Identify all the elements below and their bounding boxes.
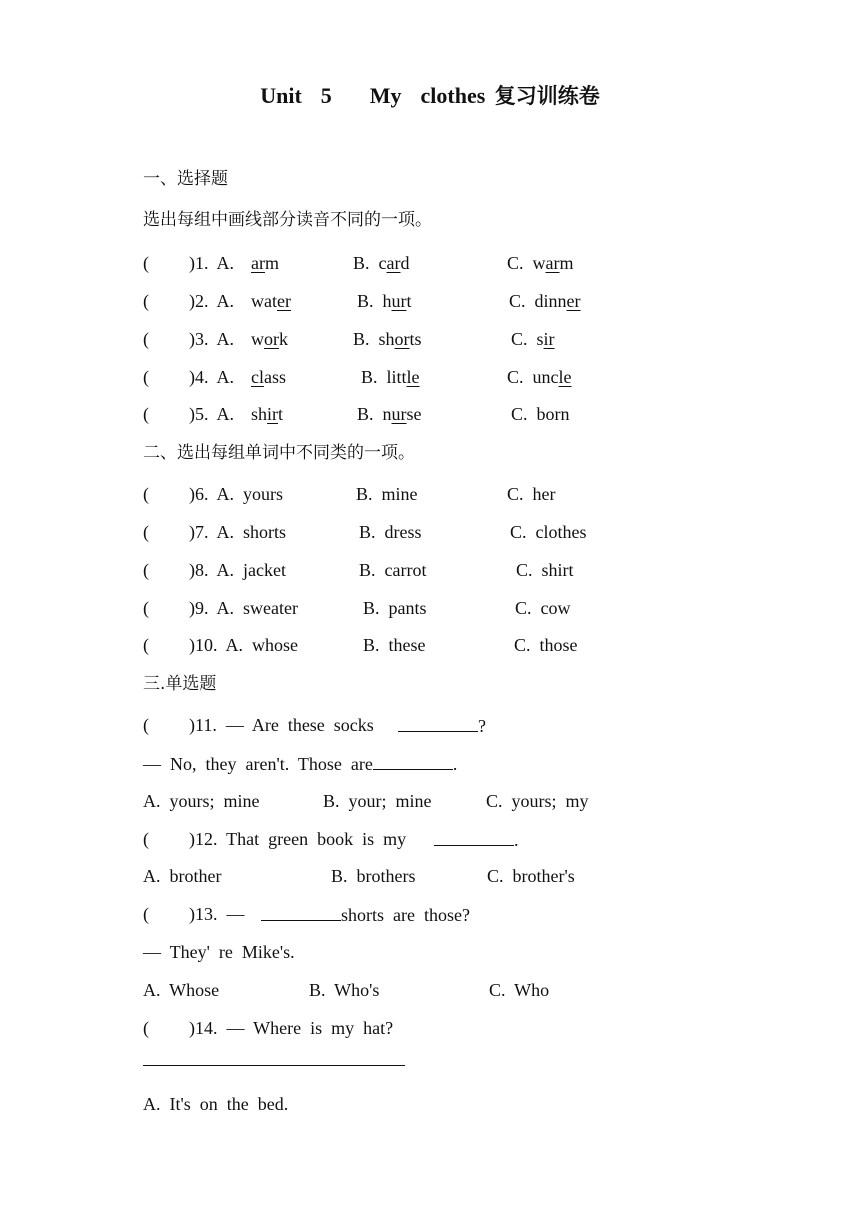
answer-paren: ( [143,404,149,424]
option-c [507,365,572,389]
word-part: h [382,291,392,311]
question-stem-option-a: )6. A. yours [189,484,283,504]
underlined-letters: ur [391,404,407,424]
option-c: C. cow [515,598,571,618]
q11-text-pre: )11. — Are these socks [189,715,374,735]
underlined-letters: ir [267,404,279,424]
q11-line2-post: . [452,754,458,774]
option-letter: B. [357,291,383,311]
answer-paren: ( [143,291,149,311]
option-b [357,289,412,313]
q12-text-post: . [514,830,519,850]
question-stem-option-a: )10. A. whose [189,635,298,655]
option-letter: C. [511,329,537,349]
option-b: B. dress [359,522,422,542]
underlined-letters: ar [251,253,265,273]
q12-blank-wrap [434,827,519,852]
section2-heading: 二、选出每组单词中不同类的一项。 [143,443,415,463]
fill-blank [434,827,514,846]
option-word [387,367,420,387]
word-part: ass [264,367,286,387]
word-part: w [251,329,264,349]
answer-paren: ( [143,598,149,618]
question-number: )5. A. [189,404,234,424]
q13-text-post: shorts are those? [341,905,470,925]
option-c: C. her [507,484,556,504]
option-word [537,329,555,349]
word-part: s [536,329,544,349]
underlined-letters: ar [545,253,560,273]
answer-line [143,1065,405,1066]
underlined-letters: ur [391,291,407,311]
underlined-letters: er [277,291,291,311]
option-letter: B. [353,329,379,349]
question-number: )3. A. [189,329,234,349]
option-word [535,291,581,311]
option-c: C. brother's [487,866,575,886]
question-stem-option-a: )8. A. jacket [189,560,286,580]
option-b [357,402,422,426]
answer-paren: ( [143,904,149,924]
option-word [251,402,283,426]
option-word [379,329,422,349]
option-letter: B. [361,367,387,387]
option-b: B. brothers [331,866,416,886]
option-c [511,402,570,426]
option-letter: C. [507,253,533,273]
q13-text-pre: )13. — [189,904,254,924]
option-letter: C. [511,404,537,424]
option-word [533,367,572,387]
option-c [511,327,555,351]
word-part: dinn [534,291,567,311]
question-number: )2. A. [189,291,234,311]
option-c: C. yours; my [486,791,589,811]
q12-text-pre: )12. That green book is my [189,829,407,849]
word-part: n [382,404,392,424]
word-part: t [278,404,284,424]
word-part: w [532,253,546,273]
underlined-letters: ir [543,329,555,349]
answer-paren: ( [143,367,149,387]
question-number: )1. A. [189,253,234,273]
answer-paren: ( [143,484,149,504]
option-word [251,365,286,389]
word-part: m [559,253,574,273]
option-b: B. these [363,635,426,655]
title-chinese: 复习训练卷 [494,84,600,108]
q11-text-post: ? [478,716,486,736]
option-word [383,404,422,424]
underlined-letters: le [406,367,420,387]
answer-paren: ( [143,253,149,273]
option-a: A. brother [143,866,222,886]
option-word [533,253,574,273]
option-b [353,251,410,275]
word-part: t [406,291,412,311]
q13-blank-wrap [261,902,470,927]
underlined-letters: le [558,367,572,387]
option-word [379,253,410,273]
underlined-letters: ar [386,253,401,273]
answer-paren: ( [143,329,149,349]
answer-paren: ( [143,1018,149,1038]
option-word [537,404,570,424]
answer-paren: ( [143,560,149,580]
answer-paren: ( [143,522,149,542]
option-c [507,251,574,275]
underlined-letters: er [566,291,581,311]
option-c: C. Who [489,980,550,1000]
word-part: k [279,329,288,349]
q14-text: )14. — Where is my hat? [189,1018,394,1038]
section1-instruction: 选出每组中画线部分读音不同的一项。 [143,210,432,230]
answer-paren: ( [143,635,149,655]
section1-heading: 一、选择题 [143,169,228,189]
option-a: A. Whose [143,980,220,1000]
question-14-option-a: A. It's on the bed. [143,1094,289,1114]
option-letter: C. [509,291,535,311]
option-word [251,327,288,351]
word-part: sh [251,404,268,424]
option-word [383,291,412,311]
word-part: sh [378,329,395,349]
option-letter: C. [507,367,533,387]
word-part: unc [532,367,559,387]
option-b [353,327,422,351]
question-stem-option-a: )7. A. shorts [189,522,287,542]
option-c: C. clothes [510,522,587,542]
option-word [251,289,291,313]
option-c: C. shirt [516,560,574,580]
option-a: A. yours; mine [143,791,260,811]
option-b: B. carrot [359,560,427,580]
fill-blank [398,713,478,732]
option-word [251,251,279,275]
underlined-letters: or [264,329,279,349]
word-part: m [264,253,279,273]
answer-paren: ( [143,715,149,735]
option-b: B. pants [363,598,427,618]
page-title [0,80,860,110]
fill-blank [261,902,341,921]
option-b: B. mine [356,484,418,504]
word-part: ts [409,329,422,349]
option-b: B. Who's [309,980,380,1000]
word-part: wat [251,291,277,311]
word-part: litt [386,367,407,387]
question-13-line2: — They' re Mike's. [143,942,295,962]
word-part: born [536,404,570,424]
option-c: C. those [514,635,578,655]
section3-heading: 三.单选题 [143,674,217,694]
answer-paren: ( [143,829,149,849]
question-stem-option-a: )9. A. sweater [189,598,298,618]
q11-blank-wrap [398,713,486,738]
word-part: d [400,253,410,273]
question-number: )4. A. [189,367,234,387]
fill-blank [373,751,453,770]
option-c [509,289,581,313]
option-letter: B. [353,253,379,273]
option-b: B. your; mine [323,791,432,811]
underlined-letters: cl [251,367,264,387]
underlined-letters: or [394,329,410,349]
option-b [361,365,420,389]
q11-line2-pre: — No, they aren't. Those are [143,754,373,774]
word-part: se [406,404,422,424]
title-english: Unit 5 My clothes [260,83,486,108]
question-11-line2 [143,751,703,776]
word-part: c [378,253,387,273]
option-letter: B. [357,404,383,424]
